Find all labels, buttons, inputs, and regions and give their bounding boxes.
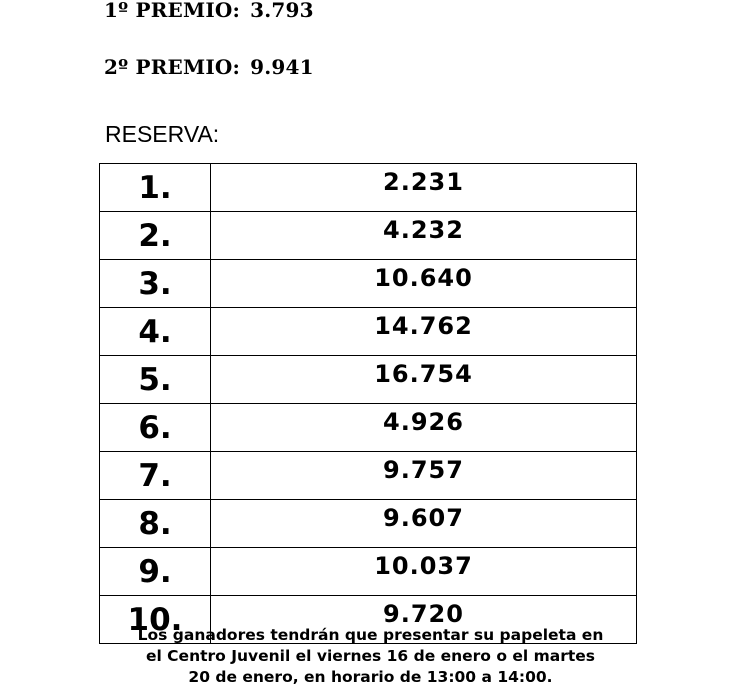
reserve-position: 8.: [100, 500, 211, 548]
first-prize-number: 3.793: [250, 0, 314, 22]
table-row: [100, 260, 637, 308]
table-row: [100, 452, 637, 500]
footer-line: el Centro Juvenil el viernes 16 de enero o el martes: [145, 647, 596, 665]
footer-notice: [0, 625, 741, 688]
reserve-number: 10.037: [211, 548, 637, 596]
reserve-position: 1.: [100, 164, 211, 212]
first-prize: [104, 0, 314, 20]
reserve-number: 4.232: [211, 212, 637, 260]
second-prize-number: 9.941: [250, 55, 314, 79]
reserve-number: 9.607: [211, 500, 637, 548]
reserve-table: [99, 163, 637, 644]
reserve-position: 3.: [100, 260, 211, 308]
table-row: [100, 212, 637, 260]
reserve-title: RESERVA:: [105, 121, 220, 147]
table-row: [100, 308, 637, 356]
reserve-position: 9.: [100, 548, 211, 596]
table-row: [100, 500, 637, 548]
reserve-number: 9.757: [211, 452, 637, 500]
table-row: [100, 404, 637, 452]
reserve-position: 4.: [100, 308, 211, 356]
reserve-position: 7.: [100, 452, 211, 500]
table-row: [100, 164, 637, 212]
reserve-number: 10.640: [211, 260, 637, 308]
reserve-position: 2.: [100, 212, 211, 260]
reserve-number: 9.720: [211, 596, 637, 644]
reserve-number: 4.926: [211, 404, 637, 452]
second-prize: [104, 57, 314, 77]
reserve-position: 6.: [100, 404, 211, 452]
first-prize-label: 1º PREMIO:: [104, 0, 241, 22]
reserve-position: 5.: [100, 356, 211, 404]
second-prize-label: 2º PREMIO:: [104, 55, 241, 79]
reserve-position: 10.: [100, 596, 211, 644]
footer-line: Los ganadores tendrán que presentar su papeleta en: [137, 626, 604, 644]
footer-line: 20 de enero, en horario de 13:00 a 14:00.: [188, 668, 553, 686]
reserve-number: 2.231: [211, 164, 637, 212]
reserve-number: 14.762: [211, 308, 637, 356]
reserve-number: 16.754: [211, 356, 637, 404]
table-row: [100, 356, 637, 404]
table-row: [100, 548, 637, 596]
